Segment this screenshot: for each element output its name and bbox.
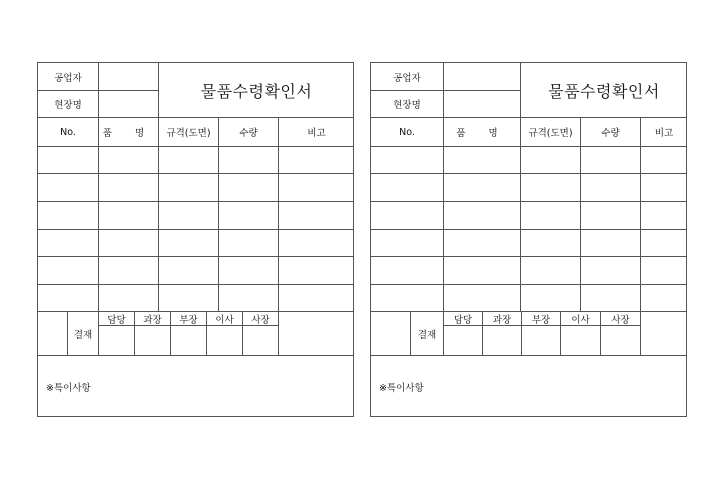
column-header-item: [444, 118, 521, 147]
approval-signature-box[interactable]: [601, 326, 641, 356]
site-label: 현장명: [371, 91, 444, 118]
approval-spacer: [38, 312, 68, 356]
table-cell[interactable]: [279, 257, 354, 285]
table-cell[interactable]: [159, 174, 219, 202]
column-header-quantity: 수량: [581, 118, 641, 147]
table-cell[interactable]: [38, 257, 99, 285]
table-cell[interactable]: [444, 285, 521, 312]
table-cell[interactable]: [99, 174, 159, 202]
column-header-spec: 규격(도면): [159, 118, 219, 147]
site-label: 현장명: [38, 91, 99, 118]
table-cell[interactable]: [99, 285, 159, 312]
table-cell[interactable]: [219, 257, 279, 285]
table-cell[interactable]: [581, 174, 641, 202]
table-cell[interactable]: [99, 202, 159, 230]
site-value[interactable]: [99, 91, 159, 118]
table-cell[interactable]: [371, 147, 444, 174]
column-header-quantity: 수량: [219, 118, 279, 147]
table-cell[interactable]: [38, 285, 99, 312]
table-cell[interactable]: [641, 257, 687, 285]
form-title: [521, 63, 687, 118]
table-cell[interactable]: [581, 230, 641, 257]
approval-signature-box[interactable]: [171, 326, 207, 356]
table-cell[interactable]: [444, 230, 521, 257]
approval-label: 결재: [68, 312, 99, 356]
remarks-area[interactable]: [38, 356, 354, 417]
table-cell[interactable]: [641, 230, 687, 257]
table-cell[interactable]: [159, 202, 219, 230]
approval-blank: [641, 312, 687, 356]
table-cell[interactable]: [371, 202, 444, 230]
table-cell[interactable]: [521, 174, 581, 202]
table-cell[interactable]: [581, 257, 641, 285]
form-title: [159, 63, 354, 118]
table-cell[interactable]: [521, 230, 581, 257]
table-cell[interactable]: [159, 230, 219, 257]
table-cell[interactable]: [219, 202, 279, 230]
table-cell[interactable]: [38, 174, 99, 202]
remarks-label: ※특이사항: [46, 383, 91, 394]
approval-role-director: 이사: [561, 312, 601, 326]
approval-signature-box[interactable]: [561, 326, 601, 356]
table-cell[interactable]: [219, 147, 279, 174]
column-header-item-text: 품 명: [456, 128, 508, 139]
table-cell[interactable]: [444, 147, 521, 174]
table-cell[interactable]: [159, 285, 219, 312]
table-cell[interactable]: [521, 285, 581, 312]
table-cell[interactable]: [641, 174, 687, 202]
approval-signature-box[interactable]: [135, 326, 171, 356]
table-cell[interactable]: [444, 174, 521, 202]
table-cell[interactable]: [38, 230, 99, 257]
table-cell[interactable]: [521, 257, 581, 285]
table-cell[interactable]: [38, 147, 99, 174]
form-title-text: 물품수령확인서: [200, 81, 313, 101]
table-cell[interactable]: [99, 147, 159, 174]
table-cell[interactable]: [159, 147, 219, 174]
approval-signature-box[interactable]: [522, 326, 561, 356]
table-cell[interactable]: [279, 285, 354, 312]
table-cell[interactable]: [641, 285, 687, 312]
receipt-form-right: [370, 62, 687, 417]
column-header-remarks: 비고: [279, 118, 354, 147]
approval-role-section-chief: 과장: [135, 312, 171, 326]
table-cell[interactable]: [371, 174, 444, 202]
column-header-item: [99, 118, 159, 147]
company-label: 공업자: [38, 63, 99, 91]
column-header-spec: 규격(도면): [521, 118, 581, 147]
table-cell[interactable]: [38, 202, 99, 230]
approval-role-manager: 부장: [171, 312, 207, 326]
column-header-no: No.: [38, 118, 99, 147]
approval-role-staff: 담당: [99, 312, 135, 326]
approval-signature-box[interactable]: [207, 326, 243, 356]
approval-spacer: [371, 312, 411, 356]
approval-role-director: 이사: [207, 312, 243, 326]
approval-signature-box[interactable]: [243, 326, 279, 356]
table-cell[interactable]: [521, 202, 581, 230]
table-cell[interactable]: [581, 202, 641, 230]
table-cell[interactable]: [279, 230, 354, 257]
approval-role-president: 사장: [601, 312, 641, 326]
approval-signature-box[interactable]: [99, 326, 135, 356]
table-cell[interactable]: [219, 174, 279, 202]
company-label: 공업자: [371, 63, 444, 91]
table-cell[interactable]: [279, 147, 354, 174]
table-cell[interactable]: [371, 285, 444, 312]
receipt-form-left: [37, 62, 354, 417]
table-cell[interactable]: [641, 147, 687, 174]
table-cell[interactable]: [279, 174, 354, 202]
table-cell[interactable]: [581, 285, 641, 312]
table-cell[interactable]: [444, 257, 521, 285]
company-value[interactable]: [444, 63, 521, 91]
approval-role-section-chief: 과장: [483, 312, 522, 326]
table-cell[interactable]: [159, 257, 219, 285]
table-cell[interactable]: [279, 202, 354, 230]
table-cell[interactable]: [219, 285, 279, 312]
column-header-no: No.: [371, 118, 444, 147]
table-cell[interactable]: [99, 257, 159, 285]
remarks-label: ※특이사항: [379, 383, 424, 394]
table-cell[interactable]: [219, 230, 279, 257]
table-cell[interactable]: [444, 202, 521, 230]
table-cell[interactable]: [371, 230, 444, 257]
approval-role-staff: 담당: [444, 312, 483, 326]
approval-signature-box[interactable]: [444, 326, 483, 356]
table-cell[interactable]: [99, 230, 159, 257]
table-cell[interactable]: [581, 147, 641, 174]
approval-role-president: 사장: [243, 312, 279, 326]
column-header-remarks: 비고: [641, 118, 687, 147]
column-header-item-text: 품 명: [102, 128, 155, 139]
table-cell[interactable]: [641, 202, 687, 230]
approval-signature-box[interactable]: [483, 326, 522, 356]
table-cell[interactable]: [371, 257, 444, 285]
table-cell[interactable]: [521, 147, 581, 174]
remarks-area[interactable]: [371, 356, 687, 417]
site-value[interactable]: [444, 91, 521, 118]
company-value[interactable]: [99, 63, 159, 91]
approval-role-manager: 부장: [522, 312, 561, 326]
approval-label: 결재: [411, 312, 444, 356]
form-title-text: 물품수령확인서: [548, 81, 660, 101]
approval-blank: [279, 312, 354, 356]
